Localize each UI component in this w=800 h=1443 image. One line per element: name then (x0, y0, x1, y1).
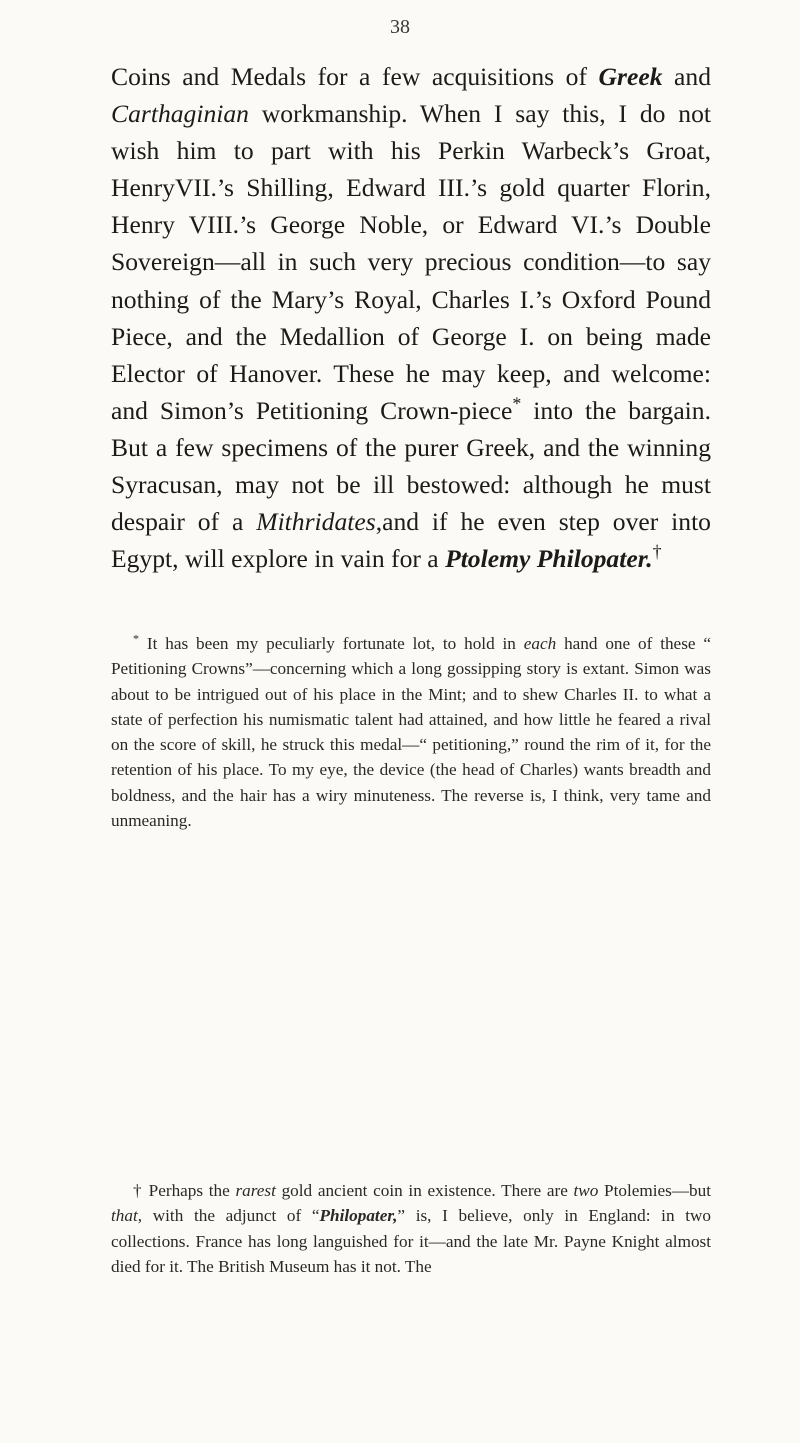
footnote-marker: * (133, 631, 140, 646)
emphasis-ptolemy: Ptolemy Philopater. (445, 544, 653, 574)
footnote-text: hand one of these “ Petitioning Crowns”—concerning which a long gossipping story is extant. Simon was about to be intrigued out of his place in the Mint; and to shew Charles II. to what a state of perfection his numismatic talent had attained, and how little he feared a rival on the score of skill, he struck this medal—“ petitioning,” round the rim of it, for the retention of his place. To my eye, the device (the head of Charles) wants breadth and boldness, and the hair has a wiry minuteness. The reverse is, I think, very tame and unmeaning. (111, 634, 711, 831)
body-text-segment: Coins and Medals for a few acquisitions of (111, 62, 599, 91)
body-text-segment: and (662, 62, 711, 91)
body-text-segment: into the bargain. But a few specimens of the purer Greek, and the winning Syracusan, may not be ill bestowed: although he must despair of a (111, 395, 711, 537)
page-number: 38 (390, 16, 410, 38)
emphasis-mithridates: Mithridates (256, 507, 376, 537)
footnote-text: ” is, I believe, only in England: in two collections. France has long languished for it—and the late Mr. Payne Knight almost died for it. The British Museum has it not. The (111, 1206, 711, 1276)
body-text-segment: workmanship. When I say this, I do not wish him to part with his Perkin Warbeck’s Groat, HenryVII.’s Shilling, Edward III.’s gold quarter Florin, Henry VIII.’s George Noble, or Edward VI.’s Double Sovereign—all in such very precious condition—to say nothing of the Mary’s Royal, Charles I.’s Oxford Pound Piece, and the Medallion of George I. on being made Elector of Hanover. These he may keep, and welcome: and Simon’s Petitioning Crown-piece (111, 99, 711, 425)
emphasis-rarest: rarest (235, 1181, 276, 1200)
footnote-text: , with the adjunct of “ (137, 1206, 320, 1226)
emphasis-two: two (573, 1181, 599, 1200)
emphasis-greek: Greek (598, 62, 663, 91)
emphasis-each: each (523, 634, 557, 653)
emphasis-carthaginian: Carthaginian (111, 99, 249, 129)
footnote-text: gold ancient coin in existence. There are (275, 1181, 574, 1200)
footnote-text: Ptolemies—but (598, 1181, 712, 1200)
footnote-text: Perhaps the (142, 1181, 236, 1200)
footnote-marker: † (133, 1181, 143, 1200)
emphasis-philopater: Philopater, (319, 1206, 398, 1226)
body-paragraph (111, 58, 711, 577)
emphasis-that: that (111, 1206, 138, 1226)
footnote-reference-asterisk: * (512, 393, 522, 414)
footnote-dagger (111, 1178, 711, 1279)
footnote-asterisk (111, 631, 711, 833)
body-text-segment: ,and if he even step over into Egypt, will explore in vain for a (111, 507, 711, 574)
footnote-text: It has been my peculiarly fortunate lot, to hold in (139, 634, 524, 653)
footnote-reference-dagger: † (652, 541, 662, 562)
